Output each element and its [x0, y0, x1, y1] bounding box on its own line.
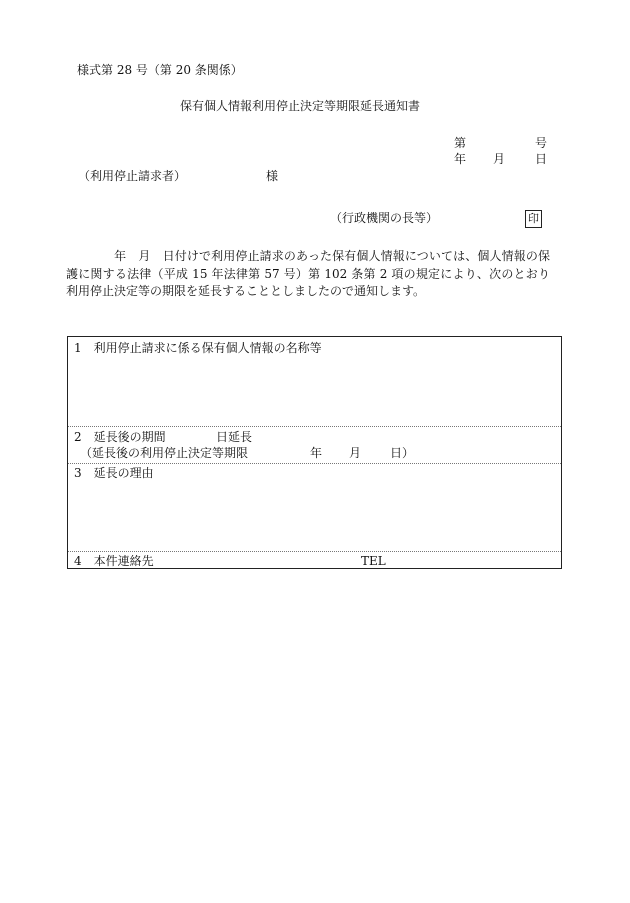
body-date-month: 月 [138, 249, 151, 263]
seal-mark: 印 [525, 210, 542, 228]
item-4-tel: TEL [361, 554, 386, 568]
item-2-extended-period: 2 延長後の期間 [74, 430, 166, 444]
notice-body [66, 248, 550, 301]
details-table [67, 336, 562, 569]
doc-number-suffix: 号 [535, 136, 548, 150]
document-title: 保有個人情報利用停止決定等期限延長通知書 [180, 99, 421, 113]
body-date-year: 年 [114, 249, 127, 263]
item-1-name-of-information: 1 利用停止請求に係る保有個人情報の名称等 [74, 341, 322, 355]
item-2-deadline-month: 月 [349, 446, 362, 460]
item-2-extension-unit: 日延長 [216, 430, 253, 444]
date-month: 月 [493, 152, 506, 166]
sender-label: （行政機関の長等） [330, 211, 439, 225]
date-day: 日 [535, 152, 548, 166]
row-divider [68, 463, 561, 464]
item-2-deadline-day: 日） [390, 446, 415, 460]
doc-number-prefix: 第 [454, 136, 467, 150]
item-4-contact: 4 本件連絡先 [74, 554, 154, 568]
row-divider [68, 551, 561, 552]
item-2-deadline-year: 年 [310, 446, 323, 460]
form-number: 様式第 28 号（第 20 条関係） [77, 63, 243, 77]
recipient-honorific: 様 [266, 169, 279, 183]
body-text: 日付けで利用停止請求のあった保有個人情報については、個人情報の保護に関する法律（平成 15 年法律第 57 号）第 102 条第 2 項の規定により、次のとおり利用停止決定等の期限を延長することとしましたので通知します。 [66, 249, 550, 298]
date-year: 年 [454, 152, 467, 166]
item-2-deadline-label: （延長後の利用停止決定等期限 [80, 446, 249, 460]
row-divider [68, 426, 561, 427]
item-3-reason: 3 延長の理由 [74, 466, 154, 480]
recipient-label: （利用停止請求者） [78, 169, 187, 183]
